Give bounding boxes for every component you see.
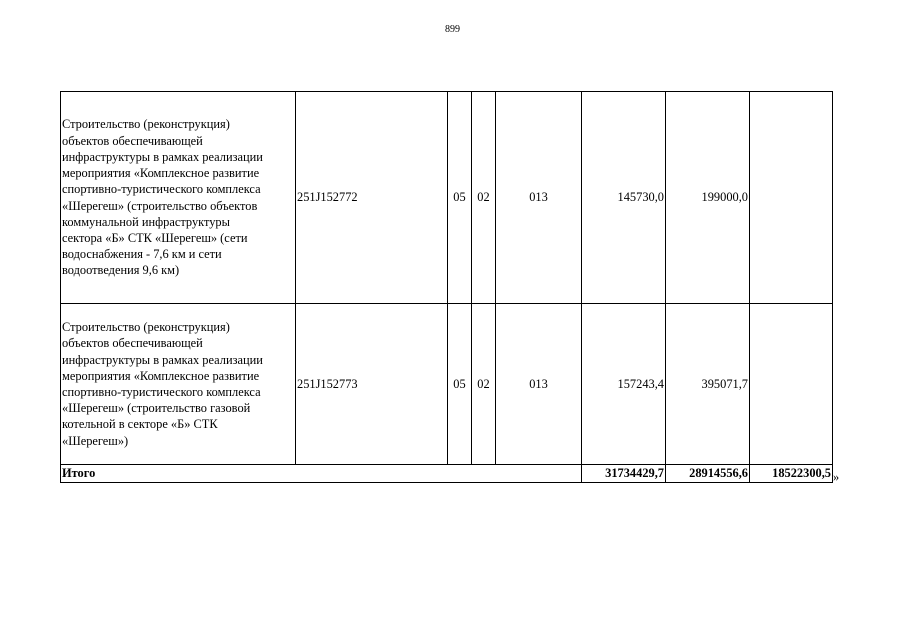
description-cell: Строительство (реконструкция) объектов обеспечивающей инфраструктуры в рамках реализации мероприятия «Комплексное развитие спортивно-туристического комплекса «Шерегеш» (строительство газовой котельной в секторе «Б» СТК «Шерегеш») — [61, 304, 296, 465]
section-cell: 05 — [448, 304, 472, 465]
subsection-cell: 02 — [472, 304, 496, 465]
subsection-cell: 02 — [472, 92, 496, 304]
section-cell: 05 — [448, 92, 472, 304]
value3-cell — [750, 92, 833, 304]
total-value3: 18522300,5 — [750, 465, 833, 483]
total-value2: 28914556,6 — [666, 465, 750, 483]
budget-table — [60, 91, 833, 483]
value1-cell: 157243,4 — [582, 304, 666, 465]
table-row — [61, 304, 833, 465]
expense-type-cell: 013 — [496, 304, 582, 465]
value2-cell: 199000,0 — [666, 92, 750, 304]
total-value1: 31734429,7 — [582, 465, 666, 483]
value1-cell: 145730,0 — [582, 92, 666, 304]
total-row — [61, 465, 833, 483]
description-cell: Строительство (реконструкция) объектов обеспечивающей инфраструктуры в рамках реализации мероприятия «Комплексное развитие спортивно-туристического комплекса «Шерегеш» (строительство объектов коммунальной инфраструктуры сектора «Б» СТК «Шерегеш» (сети водоснабжения - 7,6 км и сети водоотведения 9,6 км) — [61, 92, 296, 304]
total-label: Итого — [61, 465, 582, 483]
program-code-cell: 251J152773 — [296, 304, 448, 465]
value2-cell: 395071,7 — [666, 304, 750, 465]
closing-quote: » — [833, 470, 840, 484]
value3-cell — [750, 304, 833, 465]
expense-type-cell: 013 — [496, 92, 582, 304]
page-number: 899 — [445, 24, 460, 35]
program-code-cell: 251J152772 — [296, 92, 448, 304]
table-row — [61, 92, 833, 304]
